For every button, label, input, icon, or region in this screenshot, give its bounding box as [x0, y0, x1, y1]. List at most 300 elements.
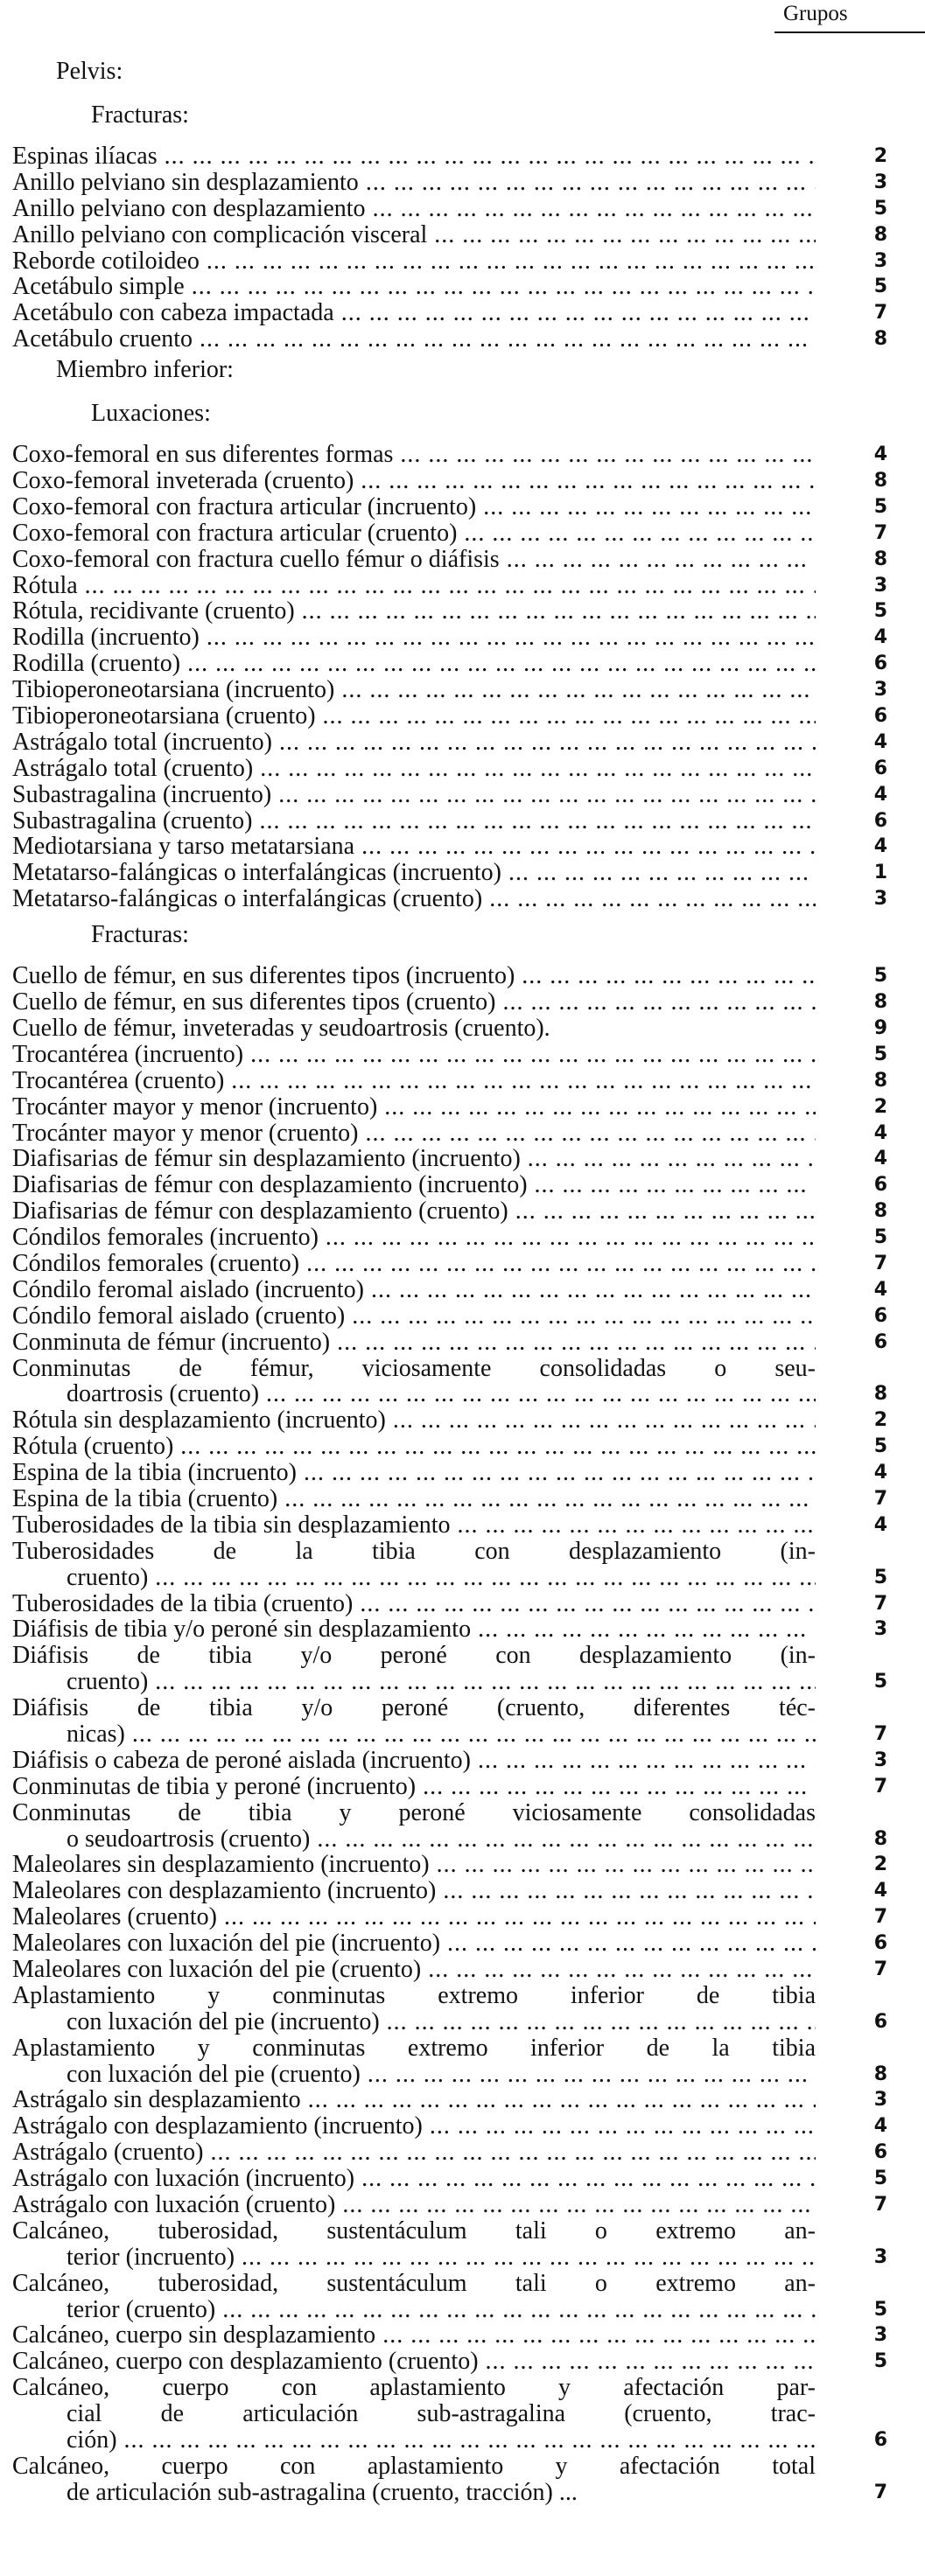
table-row: [12, 1643, 905, 1695]
row-label: Calcáneo, cuerpo sin desplazamiento: [12, 2322, 376, 2349]
row-line: [12, 1330, 816, 1356]
dot-leader: [242, 2244, 816, 2271]
row-label: Maleolares con luxación del pie (incruento): [12, 1930, 441, 1957]
dot-leader: [207, 248, 816, 275]
dot-leader: [507, 547, 816, 573]
row-line: [12, 1904, 816, 1930]
row-label: Astrágalo total (incruento): [12, 729, 273, 756]
dot-leader: [192, 274, 816, 300]
dot-leader: [400, 442, 816, 468]
dot-leader: [443, 1878, 816, 1904]
group-number: 8: [873, 223, 887, 246]
dot-leader: [85, 573, 816, 599]
group-number: 4: [873, 443, 887, 466]
table-row: [12, 2218, 905, 2271]
dot-leader: [306, 1251, 816, 1277]
group-number: 3: [873, 1749, 887, 1771]
row-label: terior (cruento): [67, 2296, 216, 2323]
row-line: [12, 547, 816, 573]
row-line: [12, 963, 816, 989]
table-row: [12, 1330, 905, 1356]
row-label: Acetábulo simple: [12, 274, 185, 301]
row-label: cial de articulación sub-astragalina (cruento, trac-: [67, 2401, 816, 2428]
group-number: 7: [873, 1906, 887, 1929]
row-label: Metatarso-falángicas o interfalángicas (cruento): [12, 886, 483, 913]
dot-leader: [478, 1748, 816, 1774]
table-row: [12, 1042, 905, 1068]
group-number: 2: [873, 1409, 887, 1432]
row-label: Trocantérea (cruento): [12, 1067, 225, 1094]
table-row: [12, 326, 905, 353]
table-row: [12, 782, 905, 808]
row-label: Calcáneo, cuerpo con aplastamiento y afectación total: [12, 2453, 816, 2480]
group-number: 5: [873, 1226, 887, 1249]
row-line: [12, 520, 816, 547]
row-label: Cóndilo femoral aislado (cruento): [12, 1302, 346, 1330]
table-row: [12, 677, 905, 703]
row-line: [12, 1146, 816, 1172]
table-row: [12, 1068, 905, 1094]
row-line: [12, 2297, 816, 2323]
table-row: [12, 170, 905, 196]
dot-leader: [428, 1957, 816, 1983]
table-row: [12, 2375, 905, 2454]
dot-leader: [308, 2087, 816, 2113]
row-label: Conminutas de fémur, viciosamente consolidadas o seu-: [12, 1355, 816, 1382]
row-line: [12, 1930, 816, 1957]
row-label: Trocantérea (incruento): [12, 1041, 244, 1068]
group-number: 8: [873, 991, 887, 1014]
dot-leader: [180, 1434, 816, 1460]
row-line: [12, 808, 816, 834]
dot-leader: [222, 2297, 816, 2323]
row-label: Diáfisis de tibia y/o peroné sin desplazamiento: [12, 1616, 472, 1644]
row-line: [12, 782, 816, 808]
row-line: [12, 143, 816, 170]
row-line: [12, 1591, 816, 1617]
table-row: [12, 1094, 905, 1120]
row-line: [12, 1042, 816, 1068]
row-line: [12, 2140, 816, 2166]
group-number: 8: [873, 470, 887, 492]
dot-leader: [352, 1303, 816, 1330]
classification-table: [12, 54, 905, 2506]
row-label: Aplastamiento y conminutas extremo inferior de la tibia: [12, 2035, 816, 2062]
row-line: [12, 625, 816, 651]
dot-leader: [284, 1486, 816, 1512]
row-label: terior (incruento): [67, 2244, 235, 2271]
row-line: [12, 1434, 816, 1460]
group-number: 8: [873, 1200, 887, 1223]
row-label: o seudoartrosis (cruento): [67, 1826, 311, 1853]
section-title: Pelvis:: [56, 58, 123, 85]
row-line: [12, 1669, 816, 1695]
table-row: [12, 2322, 905, 2349]
table-row: [12, 2454, 905, 2506]
dot-leader: [260, 756, 816, 782]
table-row: [12, 1277, 905, 1303]
group-number: 4: [873, 2115, 887, 2138]
row-label: Rótula sin desplazamiento (incruento): [12, 1407, 386, 1435]
row-label: Cuello de fémur, en sus diferentes tipos (cruento): [12, 989, 496, 1016]
group-number: 6: [873, 653, 887, 675]
table-row: [12, 494, 905, 520]
row-line: [12, 326, 816, 353]
row-line: [12, 1616, 816, 1643]
row-label: Mediotarsiana y tarso metatarsiana: [12, 834, 355, 861]
row-line: [12, 196, 816, 222]
row-label: Acetábulo cruento: [12, 326, 193, 353]
group-number: 5: [873, 495, 887, 518]
group-number: 6: [873, 809, 887, 832]
table-row: [12, 1539, 905, 1591]
dot-leader: [434, 222, 816, 248]
dot-leader: [200, 326, 816, 353]
dot-leader: [366, 1120, 816, 1147]
group-number: 3: [873, 574, 887, 597]
table-row: [12, 1852, 905, 1878]
row-label: Astrágalo con desplazamiento (incruento): [12, 2113, 423, 2140]
group-number: 6: [873, 1304, 887, 1327]
dot-leader: [132, 1721, 816, 1748]
row-line: [12, 2427, 816, 2454]
row-label: con luxación del pie (incruento): [67, 2008, 380, 2035]
group-number: 4: [873, 730, 887, 753]
dot-leader: [266, 1381, 816, 1407]
table-row: [12, 300, 905, 326]
table-row: [12, 1878, 905, 1904]
dot-leader: [393, 1407, 816, 1434]
group-number: 8: [873, 328, 887, 351]
group-number: 4: [873, 1278, 887, 1301]
table-row: [12, 1146, 905, 1172]
row-line: [12, 468, 816, 494]
table-row: [12, 1303, 905, 1330]
row-line: [12, 2192, 816, 2218]
row-line: [12, 1225, 816, 1251]
row-label: Calcáneo, tuberosidad, sustentáculum tali o extremo an-: [12, 2217, 816, 2244]
row-line: [12, 886, 816, 912]
group-number: 6: [873, 2141, 887, 2164]
group-number: 9: [873, 1016, 887, 1039]
row-line: [12, 1512, 816, 1539]
row-label: Reborde cotiloideo: [12, 248, 200, 275]
dot-leader: [366, 170, 816, 196]
table-row: [12, 248, 905, 275]
row-line: [12, 1748, 816, 1774]
group-number: 7: [873, 1722, 887, 1745]
dot-leader: [503, 989, 816, 1016]
dot-leader: [515, 1198, 816, 1225]
row-label: Maleolares con desplazamiento (incruento): [12, 1878, 437, 1905]
dot-leader: [382, 2322, 816, 2349]
dot-leader: [337, 1330, 816, 1356]
row-label: Cuello de fémur, inveteradas y seudoartrosis (cruento).: [12, 1015, 550, 1042]
row-line: [12, 860, 816, 886]
table-row: [12, 2192, 905, 2218]
table-row: [12, 1616, 905, 1643]
dot-leader: [368, 2062, 816, 2088]
group-number: 2: [873, 1095, 887, 1118]
table-row: [12, 1695, 905, 1748]
dot-leader: [528, 1146, 816, 1172]
group-number: 8: [873, 1383, 887, 1406]
dot-leader: [259, 808, 816, 834]
group-number: 4: [873, 1121, 887, 1144]
table-row: [12, 442, 905, 468]
table-row: [12, 547, 905, 573]
dot-leader: [458, 1512, 816, 1539]
dot-leader: [323, 703, 816, 730]
group-number: 3: [873, 2324, 887, 2347]
table-row: [12, 703, 905, 730]
row-label: Rótula (cruento): [12, 1434, 174, 1461]
row-label: ción): [67, 2427, 117, 2454]
group-number: 3: [873, 171, 887, 193]
dot-leader: [535, 1172, 816, 1198]
row-line: [12, 274, 816, 300]
row-label: Trocánter mayor y menor (cruento): [12, 1120, 359, 1147]
group-number: 5: [873, 2168, 887, 2190]
row-label: doartrosis (cruento): [67, 1381, 260, 1408]
dot-leader: [278, 782, 816, 808]
row-label: Diafisarias de fémur con desplazamiento (incruento): [12, 1172, 528, 1199]
row-line: [12, 1486, 816, 1512]
row-label: Diáfisis o cabeza de peroné aislada (incruento): [12, 1747, 471, 1774]
group-number: 5: [873, 600, 887, 623]
column-header-rule: [774, 31, 925, 33]
row-line: [12, 1774, 816, 1800]
group-number: 5: [873, 1566, 887, 1588]
table-row: [12, 1172, 905, 1198]
row-line: [12, 756, 816, 782]
dot-leader: [437, 1852, 816, 1878]
group-number: 7: [873, 1487, 887, 1510]
row-label: Coxo-femoral con fractura articular (incruento): [12, 493, 477, 520]
column-header-grupos: Grupos: [783, 2, 848, 25]
row-label: cruento): [67, 1669, 149, 1696]
table-row: [12, 2140, 905, 2166]
row-line: [12, 2480, 816, 2506]
dot-leader: [342, 2192, 816, 2218]
group-number: 5: [873, 1435, 887, 1458]
table-row: [12, 143, 905, 170]
group-number: 4: [873, 626, 887, 649]
row-line: [12, 1303, 816, 1330]
row-label: Anillo pelviano con complicación visceral: [12, 221, 428, 248]
group-number: 6: [873, 757, 887, 779]
table-row: [12, 1930, 905, 1957]
dot-leader: [361, 2166, 816, 2192]
group-number: 6: [873, 2429, 887, 2452]
group-number: 4: [873, 1148, 887, 1170]
group-number: 1: [873, 862, 887, 884]
row-line: [12, 2349, 816, 2375]
group-number: 3: [873, 2245, 887, 2268]
table-row: [12, 1460, 905, 1486]
row-label: Cóndilos femorales (cruento): [12, 1250, 300, 1277]
dot-leader: [423, 1774, 816, 1800]
row-label: Espina de la tibia (incruento): [12, 1460, 297, 1486]
subsection-title: Fracturas:: [91, 101, 189, 129]
dot-leader: [483, 494, 816, 520]
table-row: [12, 1512, 905, 1539]
table-row: [12, 1591, 905, 1617]
row-line: [12, 494, 816, 520]
dot-leader: [341, 300, 816, 326]
row-line: [12, 1068, 816, 1094]
table-row: [12, 1957, 905, 1983]
table-row: [12, 963, 905, 989]
row-label: Espina de la tibia (cruento): [12, 1485, 278, 1512]
table-row: [12, 598, 905, 625]
row-label: Subastragalina (cruento): [12, 807, 253, 834]
dot-leader: [464, 520, 816, 547]
row-label: Maleolares con luxación del pie (cruento): [12, 1957, 422, 1983]
table-row: [12, 756, 905, 782]
dot-leader: [124, 2427, 816, 2454]
dot-leader: [155, 1669, 816, 1695]
row-label: Tuberosidades de la tibia sin desplazamiento: [12, 1511, 451, 1539]
row-line: [12, 2166, 816, 2192]
row-line: [12, 248, 816, 275]
row-label: Tibioperoneotarsiana (cruento): [12, 703, 316, 730]
table-row: [12, 808, 905, 834]
dot-leader: [187, 651, 816, 677]
group-number: 3: [873, 249, 887, 272]
row-label: Rodilla (cruento): [12, 651, 181, 678]
group-number: 7: [873, 521, 887, 544]
group-number: 3: [873, 888, 887, 911]
group-number: 6: [873, 705, 887, 728]
row-line: [12, 170, 816, 196]
row-line: [12, 1120, 816, 1147]
row-label: Metatarso-falángicas o interfalángicas (incruento): [12, 860, 501, 887]
row-label: Astrágalo total (cruento): [12, 755, 254, 782]
row-line: [12, 1852, 816, 1878]
dot-leader: [522, 963, 816, 989]
dot-leader: [361, 834, 816, 860]
group-number: 7: [873, 2194, 887, 2216]
row-label: Astrágalo sin desplazamiento: [12, 2087, 301, 2114]
dot-leader: [279, 730, 816, 756]
subsection-title: Fracturas:: [91, 921, 189, 949]
group-number: 4: [873, 835, 887, 858]
row-line: [12, 1172, 816, 1198]
row-label: Calcáneo, tuberosidad, sustentáculum tali o extremo an-: [12, 2270, 816, 2297]
row-label: Rótula: [12, 572, 78, 599]
group-number: 5: [873, 1043, 887, 1065]
dot-leader: [489, 886, 816, 912]
dot-leader: [326, 1225, 816, 1251]
table-row: [12, 1016, 905, 1042]
row-label: Cuello de fémur, en sus diferentes tipos (incruento): [12, 963, 515, 990]
group-number: 7: [873, 1958, 887, 1980]
dot-leader: [250, 1042, 816, 1068]
table-row: [12, 625, 905, 651]
group-number: 8: [873, 1827, 887, 1850]
group-number: 2: [873, 1853, 887, 1876]
group-number: 7: [873, 1252, 887, 1274]
dot-leader: [508, 860, 816, 886]
dot-leader: [165, 143, 816, 170]
subsection-title: Luxaciones:: [91, 400, 211, 428]
group-number: 5: [873, 197, 887, 220]
table-row: [12, 860, 905, 886]
group-number: 7: [873, 2481, 887, 2503]
row-line: [12, 677, 816, 703]
group-number: 7: [873, 302, 887, 325]
row-line: [12, 1407, 816, 1434]
row-label: Conminutas de tibia y peroné (incruento): [12, 1773, 417, 1800]
row-label: Astrágalo con luxación (cruento): [12, 2192, 336, 2218]
dot-leader: [155, 1565, 816, 1591]
group-number: 6: [873, 1330, 887, 1353]
group-number: 4: [873, 1880, 887, 1902]
row-line: [12, 1721, 816, 1748]
row-label: Tuberosidades de la tibia con desplazamiento (in-: [12, 1538, 816, 1565]
row-line: [12, 222, 816, 248]
row-line: [12, 1381, 816, 1407]
row-line: [12, 989, 816, 1016]
row-label: Conminuta de fémur (incruento): [12, 1329, 331, 1356]
row-label: Astrágalo con luxación (incruento): [12, 2166, 355, 2193]
dot-leader: [486, 2349, 816, 2375]
group-number: 6: [873, 1932, 887, 1955]
table-row: [12, 2113, 905, 2140]
row-line: [12, 1277, 816, 1303]
row-line: [12, 730, 816, 756]
table-row: [12, 2349, 905, 2375]
row-label: Tuberosidades de la tibia (cruento): [12, 1590, 354, 1617]
table-row: [12, 222, 905, 248]
row-line: [12, 1957, 816, 1983]
table-row: [12, 2087, 905, 2113]
table-row: [12, 1748, 905, 1774]
group-number: 7: [873, 1775, 887, 1798]
row-label: Calcáneo, cuerpo con aplastamiento y afectación par-: [12, 2375, 816, 2402]
row-label: Anillo pelviano sin desplazamiento: [12, 169, 359, 196]
row-label: Conminutas de tibia y peroné viciosamente consolidadas: [12, 1799, 816, 1826]
row-label: Coxo-femoral inveterada (cruento): [12, 468, 354, 494]
row-label: Rótula, recidivante (cruento): [12, 598, 295, 625]
row-label: Coxo-femoral en sus diferentes formas: [12, 442, 394, 469]
row-label: Maleolares (cruento): [12, 1904, 217, 1931]
table-row: [12, 573, 905, 599]
row-label: Subastragalina (incruento): [12, 781, 272, 808]
dot-leader: [224, 1904, 816, 1930]
group-number: 4: [873, 1462, 887, 1484]
dot-leader: [387, 2009, 816, 2035]
group-number: 5: [873, 276, 887, 298]
row-label: cruento): [67, 1564, 149, 1591]
group-number: 6: [873, 1174, 887, 1197]
row-line: [12, 1094, 816, 1120]
group-number: 4: [873, 1513, 887, 1536]
dot-leader: [302, 598, 816, 625]
table-row: [12, 2166, 905, 2192]
table-row: [12, 274, 905, 300]
dot-leader: [360, 1591, 816, 1617]
group-number: 3: [873, 1618, 887, 1641]
group-number: 8: [873, 1069, 887, 1092]
row-label: Coxo-femoral con fractura articular (cruento): [12, 520, 458, 547]
row-label: Calcáneo, cuerpo con desplazamiento (cruento): [12, 2349, 479, 2376]
table-row: [12, 1486, 905, 1512]
dot-leader: [478, 1616, 816, 1643]
row-label: Diafisarias de fémur con desplazamiento (cruento): [12, 1198, 508, 1225]
group-number: 5: [873, 2350, 887, 2373]
